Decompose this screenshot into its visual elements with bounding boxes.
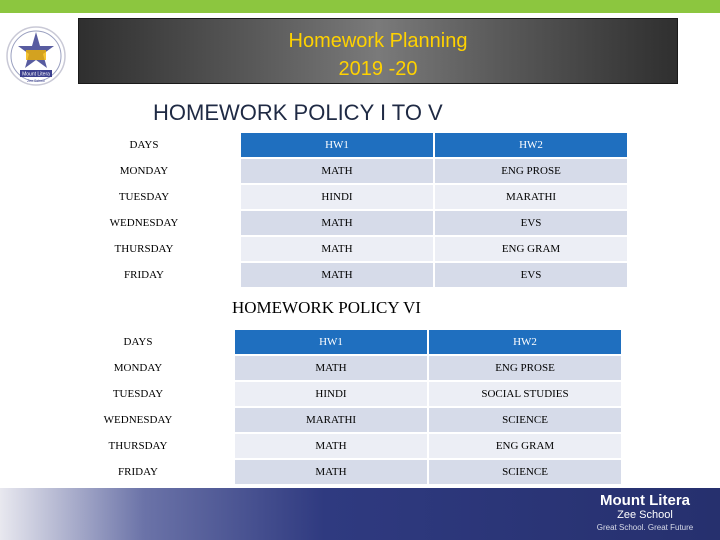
hw1-cell: MATH — [235, 460, 427, 484]
hw1-cell: MATH — [241, 211, 433, 235]
hw2-cell: EVS — [435, 211, 627, 235]
column-header-days: DAYS — [43, 330, 233, 354]
table-row — [49, 237, 627, 261]
footer-school-name: Zee School — [617, 509, 673, 521]
day-cell: MONDAY — [43, 356, 233, 380]
hw1-cell: HINDI — [241, 185, 433, 209]
title-line-1: Homework Planning — [288, 30, 468, 52]
column-header-days: DAYS — [49, 133, 239, 157]
table-row — [49, 159, 627, 183]
day-cell: FRIDAY — [43, 460, 233, 484]
hw2-cell: EVS — [435, 263, 627, 287]
hw2-cell: ENG PROSE — [435, 159, 627, 183]
hw2-cell: ENG GRAM — [429, 434, 621, 458]
hw2-cell: SOCIAL STUDIES — [429, 382, 621, 406]
table-header-row — [43, 330, 621, 354]
policy2-heading: HOMEWORK POLICY VI — [232, 298, 421, 317]
title-line-2: 2019 -20 — [338, 58, 418, 80]
title-banner — [78, 18, 678, 84]
column-header-hw1: HW1 — [241, 133, 433, 157]
school-logo — [4, 20, 68, 96]
school-crest-icon — [4, 20, 68, 96]
table-row — [43, 460, 621, 484]
table-row — [43, 408, 621, 432]
footer-tagline: Great School. Great Future — [596, 523, 694, 532]
hw1-cell: MATH — [241, 237, 433, 261]
day-cell: WEDNESDAY — [49, 211, 239, 235]
column-header-hw2: HW2 — [429, 330, 621, 354]
policy1-heading: HOMEWORK POLICY I TO V — [153, 100, 443, 125]
table-header-row — [49, 133, 627, 157]
hw1-cell: MATH — [241, 159, 433, 183]
table-row — [43, 434, 621, 458]
hw2-cell: MARATHI — [435, 185, 627, 209]
column-header-hw2: HW2 — [435, 133, 627, 157]
table-row — [49, 211, 627, 235]
hw2-cell: ENG GRAM — [435, 237, 627, 261]
logo-text-1: Mount Litera — [22, 71, 50, 78]
day-cell: TUESDAY — [43, 382, 233, 406]
hw2-cell: ENG PROSE — [429, 356, 621, 380]
table-row — [49, 185, 627, 209]
hw1-cell: MATH — [241, 263, 433, 287]
table-row — [49, 263, 627, 287]
policy2-table — [41, 328, 623, 486]
day-cell: FRIDAY — [49, 263, 239, 287]
day-cell: WEDNESDAY — [43, 408, 233, 432]
column-header-hw1: HW1 — [235, 330, 427, 354]
hw2-cell: SCIENCE — [429, 460, 621, 484]
top-accent-bar — [0, 0, 720, 13]
footer-logo — [590, 492, 700, 533]
day-cell: THURSDAY — [49, 237, 239, 261]
table-row — [43, 382, 621, 406]
policy1-table — [47, 131, 629, 289]
day-cell: MONDAY — [49, 159, 239, 183]
logo-text-2: Zee School — [27, 79, 45, 83]
table-row — [43, 356, 621, 380]
day-cell: TUESDAY — [49, 185, 239, 209]
hw1-cell: MATH — [235, 434, 427, 458]
hw2-cell: SCIENCE — [429, 408, 621, 432]
footer-brand-name: Mount Litera — [600, 492, 690, 509]
hw1-cell: MARATHI — [235, 408, 427, 432]
hw1-cell: MATH — [235, 356, 427, 380]
hw1-cell: HINDI — [235, 382, 427, 406]
day-cell: THURSDAY — [43, 434, 233, 458]
